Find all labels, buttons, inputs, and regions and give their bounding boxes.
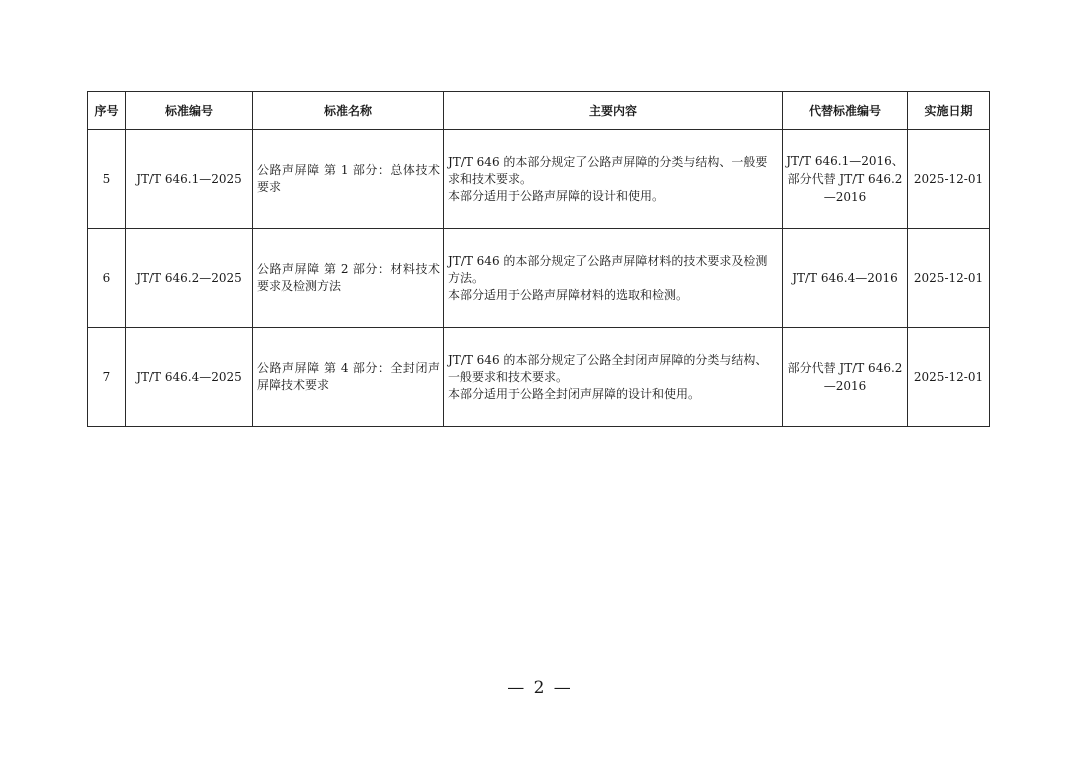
cell-effective-date: 2025-12-01 — [908, 229, 990, 328]
header-effective-date: 实施日期 — [908, 92, 990, 130]
content-applicability: 本部分适用于公路声屏障的设计和使用。 — [448, 188, 665, 203]
cell-standard-name: 公路声屏障 第 2 部分：材料技术要求及检测方法 — [253, 229, 444, 328]
header-main-content: 主要内容 — [444, 92, 783, 130]
table-row — [88, 229, 990, 328]
cell-replaced-code: JT/T 646.4—2016 — [783, 229, 908, 328]
cell-effective-date: 2025-12-01 — [908, 328, 990, 427]
cell-seq: 6 — [88, 229, 126, 328]
page-number: — 2 — — [507, 678, 573, 698]
cell-seq: 5 — [88, 130, 126, 229]
content-scope: JT/T 646 的本部分规定了公路声屏障的分类与结构、一般要求和技术要求。 — [448, 154, 768, 186]
cell-main-content — [444, 328, 783, 427]
cell-main-content — [444, 130, 783, 229]
table-header-row — [88, 92, 990, 130]
cell-standard-code: JT/T 646.2—2025 — [126, 229, 253, 328]
content-scope: JT/T 646 的本部分规定了公路声屏障材料的技术要求及检测方法。 — [448, 253, 768, 285]
header-replaced-code: 代替标准编号 — [783, 92, 908, 130]
cell-standard-code: JT/T 646.1—2025 — [126, 130, 253, 229]
content-applicability: 本部分适用于公路全封闭声屏障的设计和使用。 — [448, 386, 701, 401]
table-row — [88, 328, 990, 427]
standards-table — [87, 91, 990, 427]
cell-standard-name: 公路声屏障 第 4 部分：全封闭声屏障技术要求 — [253, 328, 444, 427]
table-row — [88, 130, 990, 229]
header-seq: 序号 — [88, 92, 126, 130]
cell-seq: 7 — [88, 328, 126, 427]
header-standard-code: 标准编号 — [126, 92, 253, 130]
cell-replaced-code: JT/T 646.1—2016、部分代替 JT/T 646.2—2016 — [783, 130, 908, 229]
header-standard-name: 标准名称 — [253, 92, 444, 130]
cell-replaced-code: 部分代替 JT/T 646.2—2016 — [783, 328, 908, 427]
content-scope: JT/T 646 的本部分规定了公路全封闭声屏障的分类与结构、一般要求和技术要求。 — [448, 352, 768, 384]
cell-standard-name: 公路声屏障 第 1 部分：总体技术要求 — [253, 130, 444, 229]
cell-effective-date: 2025-12-01 — [908, 130, 990, 229]
cell-main-content — [444, 229, 783, 328]
content-applicability: 本部分适用于公路声屏障材料的选取和检测。 — [448, 287, 689, 302]
cell-standard-code: JT/T 646.4—2025 — [126, 328, 253, 427]
